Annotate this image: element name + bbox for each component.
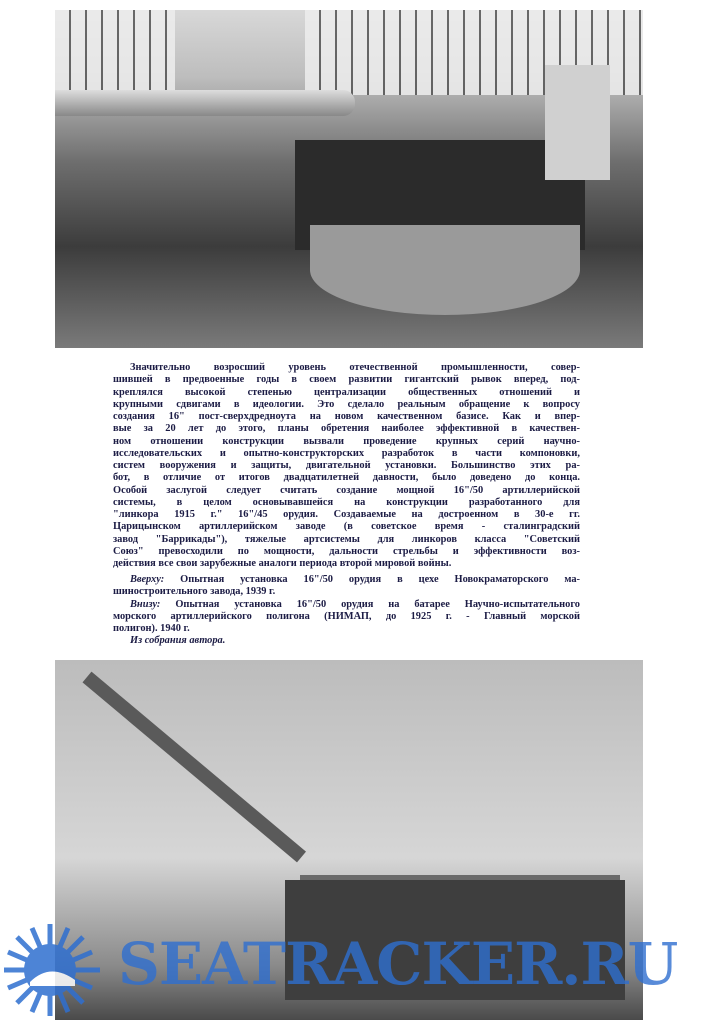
body-text-line: систем вооружения и защиты, двигательной установки. Большинство этих ра-: [113, 460, 580, 471]
caption-bottom-line: морского артиллерийского полигона (НИМАП, до 1925 г. - Главный морской: [113, 610, 580, 622]
body-text-line: вые за 20 лет до этого, планы обретения наиболее эффективной в качествен-: [113, 423, 580, 435]
caption-top-line: Опытная установка 16"/50 орудия в цехе Новокраматорского ма-: [180, 574, 580, 585]
caption-bottom-line: Опытная установка 16"/50 орудия на батарее Научно-испытательного: [175, 598, 580, 610]
body-text-line: завод "Баррикады"), тяжелые артсистемы для линкоров класса "Советский: [113, 533, 580, 545]
body-text-line: "линкора 1915 г." 16"/45 орудия. Создаваемые на достроенном в 30-е гг.: [113, 509, 580, 520]
body-text-line: Значительно возросший уровень отечественной промышленности, совер-: [130, 362, 580, 373]
caption-bottom-line: полигон). 1940 г.: [113, 623, 190, 634]
caption-top-label: Вверху:: [130, 574, 165, 585]
captions: [113, 574, 580, 648]
body-text-line: создания 16" пост-сверхдредноута на новом качественном базисе. Как и впер-: [113, 411, 580, 422]
body-text-line: Особой заслугой следует считать создание мощной 16"/50 артиллерийской: [113, 484, 580, 496]
body-text-line: крупными сдвигами в идеологии. Это сделало реальным обращение к вопросу: [113, 398, 580, 410]
workshop-windows: [55, 10, 175, 95]
body-text-line: ном отношении конструкции вызвали проведение крупных серий научно-: [113, 435, 580, 447]
photo-top: [55, 10, 643, 348]
watermark-text: SEATRACKER.RU: [118, 930, 678, 998]
gun-barrel: [55, 90, 355, 116]
body-text-line: бот, в отличие от итогов двадцатилетней давности, было доведено до конца.: [113, 472, 580, 484]
body-text-line: Царицынском артиллерийском заводе (в советское время - сталинградский: [113, 521, 580, 533]
caption-source: Из собрания автора.: [130, 635, 226, 647]
turret-ring: [310, 225, 580, 315]
body-text-line: действия все свои зарубежные аналоги периода второй мировой войны.: [113, 558, 452, 569]
gun-breech: [545, 65, 610, 180]
gun-barrel: [83, 672, 306, 863]
body-text: [113, 362, 580, 570]
caption-top-line: шиностроительного завода, 1939 г.: [113, 586, 276, 598]
body-text-line: креплялся высокой степенью централизации общественных отношений и: [113, 386, 580, 398]
body-text-line: Союз" превосходили по мощности, дальности стрельбы и эффективности воз-: [113, 545, 580, 557]
caption-bottom-label: Внизу:: [130, 598, 161, 610]
body-text-line: системы, в целом основывавшейся на конструкции разработанного для: [113, 496, 580, 508]
body-text-line: исследовательских и опытно-конструкторских разработок в части компоновки,: [113, 447, 580, 459]
body-text-line: шившей в предвоенные годы в своем развитии гигантский рывок вперед, под-: [113, 374, 580, 386]
